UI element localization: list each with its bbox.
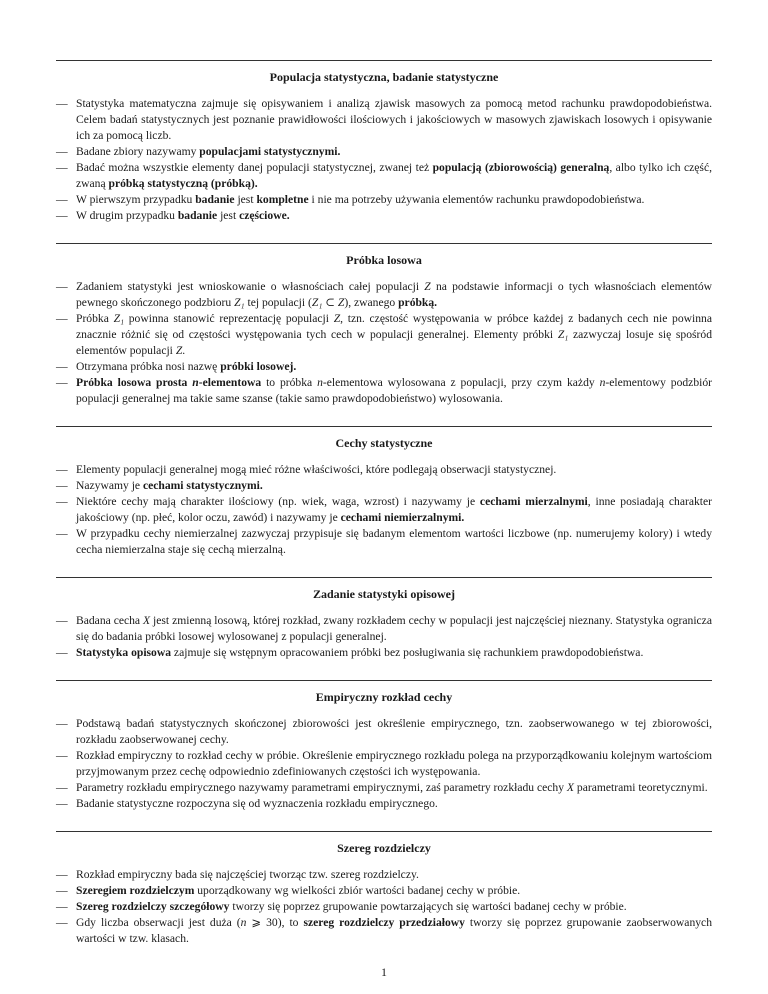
item-text: W pierwszym przypadku [76,193,196,206]
section-title: Zadanie statystyki opisowej [312,587,455,601]
math-symbol: Z₁ ⊂ Z [311,296,345,309]
bold-term: Szereg rozdzielczy szczegółowy [76,900,230,913]
list-item [56,780,712,796]
bullet-list [56,867,712,947]
item-text: Statystyka matematyczna zajmuje się opisywaniem i analizą zjawisk masowych za pomocą metod rachunku prawdopodobieństwa. Celem badań statystycznych jest poznanie prawidłowości ilościowych i jakościowych w masowych zjawiskach losowych i opisywanie ich za pomocą liczb. [76,97,712,142]
list-item [56,279,712,311]
math-symbol: Z₁ [113,312,125,325]
item-text: Parametry rozkładu empirycznego nazywamy parametrami empirycznymi, zaś parametry rozkładu cechy [76,781,567,794]
list-item [56,716,712,748]
item-text: to próbka [261,376,318,389]
dash-bullet: — [56,312,68,325]
list-item [56,208,712,224]
item-text: Próbka [76,312,114,325]
bold-term: badanie [195,193,235,206]
bold-term: Statystyka opisowa [76,646,172,659]
item-text: zajmuje się wstępnym opracowaniem próbki bez posługiwania się rachunkiem prawdopodobieństwa. [171,646,644,659]
item-text: -elementowy podzbiór populacji generalnej ma takie same szanse (takie samo prawdopodobieństwo) wylosowania. [76,376,712,405]
item-text: -elementowa wylosowana z populacji, przy czym każdy [322,376,600,389]
section-szereg-rozdzielczy [56,831,712,947]
math-symbol: Z₁ [234,296,245,309]
section-title: Populacja statystyczna, badanie statystyczne [269,70,499,84]
item-text: W drugim przypadku [76,209,178,222]
item-text: Badane zbiory nazywamy [76,145,200,158]
section-title: Cechy statystyczne [335,436,433,450]
section-title: Próbka losowa [346,253,422,267]
dash-bullet: — [56,717,68,730]
item-text: jest [217,209,240,222]
item-text: i nie ma potrzeby używania elementów rachunku prawdopodobieństwa. [308,193,645,206]
math-symbol: n [192,376,199,389]
item-text: , albo tylko ich część, zwaną [76,161,712,190]
bold-term: kompletne [256,193,309,206]
item-text: Rozkład empiryczny bada się najczęściej tworząc tzw. szereg rozdzielczy. [76,868,419,881]
math-symbol: Z [175,344,183,357]
item-text: Badać można wszystkie elementy danej populacji statystycznej, zwanej też [76,161,433,174]
list-item [56,899,712,915]
item-text: Zadaniem statystyki jest wnioskowanie o własnościach całej populacji [76,280,425,293]
dash-bullet: — [56,376,68,389]
bold-term: próbką statystyczną (próbką). [108,177,258,190]
list-item [56,359,712,375]
bold-term: próbką. [398,296,438,309]
item-text: tworzy się poprzez grupowanie powtarzających się wartości badanej cechy w próbie. [229,900,627,913]
list-item [56,883,712,899]
dash-bullet: — [56,749,68,762]
section-title: Szereg rozdzielczy [337,841,431,855]
list-item [56,494,712,526]
bold-term: szereg rozdzielczy przedziałowy [303,916,465,929]
dash-bullet: — [56,479,68,492]
bullet-list [56,279,712,407]
list-item [56,192,712,208]
section-cechy-statystyczne [56,426,712,558]
section-divider [56,680,712,681]
document-page [56,0,712,947]
bold-term: badanie [177,209,218,222]
bold-term: cechami mierzalnymi [479,495,588,508]
dash-bullet: — [56,97,68,110]
item-text: na podstawie informacji o tych własnościach elementów pewnego skończonego podzbioru [76,280,712,309]
item-text: ⩾ 30), to [246,916,304,929]
item-text: Elementy populacji generalnej mogą mieć różne właściwości, które podlegają obserwacji statystycznej. [76,463,557,476]
dash-bullet: — [56,916,68,929]
math-symbol: X [566,781,574,794]
dash-bullet: — [56,884,68,897]
item-text: Niektóre cechy mają charakter ilościowy (np. wiek, waga, wzrost) i nazywamy je [76,495,480,508]
section-zadanie-statystyki [56,577,712,661]
math-symbol: n [317,376,323,389]
item-text: zazwyczaj losuje się spośród elementów populacji [76,328,712,357]
item-text: , tzn. częstość występowania w próbce każdej z badanych cech nie powinna znacznie różnić się od częstości występowania tych cech w populacji generalnej. Elementy próbki [76,312,712,341]
bold-term: cechami niemierzalnymi. [340,511,465,524]
bullet-list [56,462,712,558]
section-divider [56,426,712,427]
dash-bullet: — [56,463,68,476]
item-text: parametrami teoretycznymi. [574,781,708,794]
item-text: Rozkład empiryczny to rozkład cechy w próbie. Określenie empirycznego rozkładu polega na przyporządkowaniu kolejnym wartościom przyjmowanym przez cechę odpowiednio zdefiniowanych częstości ich występowania. [76,749,712,778]
dash-bullet: — [56,646,68,659]
item-text: . [182,344,186,357]
item-text: W przypadku cechy niemierzalnej zazwyczaj przypisuje się badanym elementom wartości liczbowe (np. numerujemy kolory) i wtedy cecha niemierzalna staje się cechą mierzalną. [76,527,712,556]
bold-term: -elementowa [198,376,262,389]
list-item [56,867,712,883]
bold-term: populacją (zbiorowością) generalną [432,161,610,174]
list-item [56,160,712,192]
list-item [56,915,712,947]
section-divider [56,243,712,244]
list-item [56,796,712,812]
section-empiryczny-rozklad [56,680,712,812]
list-item [56,144,712,160]
bold-term: częściowe. [239,209,290,222]
math-symbol: Z [424,280,431,293]
dash-bullet: — [56,527,68,540]
dash-bullet: — [56,193,68,206]
bold-term: próbki losowej. [220,360,297,373]
item-text: tej populacji ( [244,296,312,309]
math-symbol: n [240,916,247,929]
dash-bullet: — [56,614,68,627]
section-populacja [56,60,712,224]
math-symbol: n [599,376,606,389]
math-symbol: X [143,614,151,627]
page-number: 1 [381,965,387,979]
bullet-list [56,613,712,661]
list-item [56,478,712,494]
dash-bullet: — [56,900,68,913]
list-item [56,645,712,661]
item-text: tworzy się poprzez grupowanie zaobserwowanych wartości w tzw. klasach. [76,916,712,945]
dash-bullet: — [56,868,68,881]
dash-bullet: — [56,781,68,794]
list-item [56,462,712,478]
dash-bullet: — [56,797,68,810]
list-item [56,375,712,407]
dash-bullet: — [56,209,68,222]
dash-bullet: — [56,161,68,174]
item-text: Nazywamy je [76,479,143,492]
item-text: Gdy liczba obserwacji jest duża ( [76,916,241,929]
bullet-list [56,96,712,224]
list-item [56,311,712,359]
bold-term: cechami statystycznymi. [142,479,263,492]
dash-bullet: — [56,360,68,373]
item-text: ), zwanego [344,296,399,309]
item-text: , inne posiadają charakter jakościowy (np. płeć, kolor oczu, zawód) i nazywamy je [76,495,712,524]
bold-term: Próbka losowa prosta [76,376,193,389]
list-item [56,96,712,144]
item-text: Podstawą badań statystycznych skończonej zbiorowości jest określenie empirycznego, tzn. zaobserwowanego w tej zbiorowości, rozkładu zaobserwowanej cechy. [76,717,712,746]
section-title: Empiryczny rozkład cechy [315,690,453,704]
bullet-list [56,716,712,812]
dash-bullet: — [56,495,68,508]
item-text: jest [234,193,257,206]
list-item [56,748,712,780]
list-item [56,526,712,558]
item-text: uporządkowany wg wielkości zbiór wartości badanej cechy w próbie. [194,884,521,897]
bold-term: Szeregiem rozdzielczym [76,884,195,897]
math-symbol: Z [333,312,341,325]
bold-term: populacjami statystycznymi. [199,145,341,158]
math-symbol: Z₁ [557,328,569,341]
item-text: Otrzymana próbka nosi nazwę [76,360,221,373]
list-item [56,613,712,645]
section-divider [56,831,712,832]
dash-bullet: — [56,280,68,293]
item-text: jest zmienną losową, której rozkład, zwany rozkładem cechy w populacji jest najczęściej nieznany. Statystyka ogranicza się do badania próbki losowej wylosowanej z populacji generalnej. [76,614,712,643]
section-divider [56,60,712,61]
dash-bullet: — [56,145,68,158]
item-text: Badanie statystyczne rozpoczyna się od wyznaczenia rozkładu empirycznego. [76,797,438,810]
section-probka-losowa [56,243,712,407]
item-text: Badana cecha [76,614,144,627]
section-divider [56,577,712,578]
item-text: powinna stanowić reprezentację populacji [124,312,334,325]
